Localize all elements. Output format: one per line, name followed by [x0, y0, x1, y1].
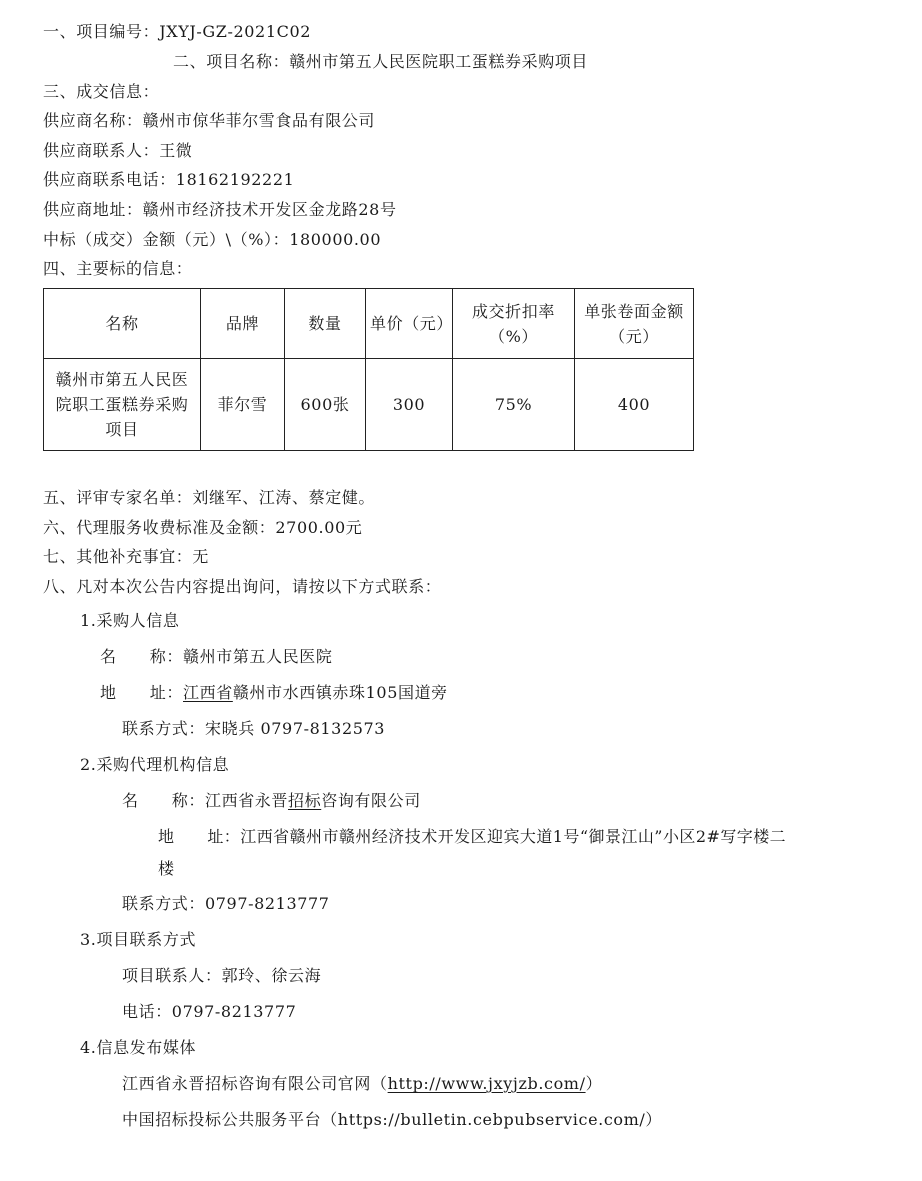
supplier-contact: 供应商联系人：王微 — [43, 141, 193, 160]
header-face-value: 单张卷面金额（元） — [575, 289, 694, 359]
cell-brand: 菲尔雪 — [201, 359, 285, 451]
table-header-row — [44, 289, 694, 359]
section-project-number: 一、项目编号：JXYJ-GZ-2021C02 — [43, 22, 312, 41]
media-site-1-link[interactable]: http://www.jxyjzb.com/ — [387, 1074, 586, 1093]
purchaser-name-value: 赣州市第五人民医院 — [183, 647, 333, 666]
purchaser-name — [100, 649, 332, 665]
header-brand: 品牌 — [201, 289, 285, 359]
supplier-name: 供应商名称：赣州市倞华菲尔雪食品有限公司 — [43, 111, 376, 130]
project-contact-person: 项目联系人：郭玲、徐云海 — [122, 966, 322, 985]
agency-name — [122, 793, 421, 809]
purchaser-address-link[interactable]: 江西省 — [183, 683, 233, 702]
agency-address-line-1: 地 址：江西省赣州市赣州经济技术开发区迎宾大道1号“御景江山”小区2#写字楼二 — [158, 827, 787, 846]
media-heading: 4.信息发布媒体 — [80, 1038, 197, 1057]
media-site-1 — [122, 1076, 602, 1092]
agency-name-link[interactable]: 招标 — [288, 791, 322, 810]
purchaser-address-label: 地 址： — [100, 683, 184, 702]
agency-heading: 2.采购代理机构信息 — [80, 755, 230, 774]
items-table — [43, 288, 694, 451]
purchaser-contact: 联系方式：宋晓兵 0797-8132573 — [122, 719, 386, 738]
agency-address-line-2: 楼 — [158, 859, 175, 878]
agency-name-rest: 咨询有限公司 — [321, 791, 421, 810]
header-name: 名称 — [44, 289, 201, 359]
section-inquiry: 八、凡对本次公告内容提出询问，请按以下方式联系： — [43, 577, 442, 596]
project-contact-heading: 3.项目联系方式 — [80, 930, 197, 949]
header-quantity: 数量 — [285, 289, 366, 359]
cell-discount-rate: 75% — [453, 359, 575, 451]
table-row — [44, 359, 694, 451]
header-unit-price: 单价（元） — [366, 289, 453, 359]
media-site-2: 中国招标投标公共服务平台（https://bulletin.cebpubservice.com/） — [122, 1110, 662, 1129]
purchaser-heading: 1.采购人信息 — [80, 611, 180, 630]
purchaser-address — [100, 685, 448, 701]
agency-contact: 联系方式：0797-8213777 — [122, 894, 330, 913]
cell-face-value: 400 — [575, 359, 694, 451]
section-main-items: 四、主要标的信息： — [43, 259, 193, 278]
section-experts: 五、评审专家名单：刘继军、江涛、蔡定健。 — [43, 488, 376, 507]
cell-unit-price: 300 — [366, 359, 453, 451]
section-deal-info: 三、成交信息： — [43, 82, 160, 101]
section-project-name: 二、项目名称：赣州市第五人民医院职工蛋糕券采购项目 — [173, 52, 589, 71]
agency-name-label: 名 称：江西省永晋 — [122, 791, 289, 810]
purchaser-name-label: 名 称： — [100, 647, 184, 666]
project-contact-phone: 电话：0797-8213777 — [122, 1002, 297, 1021]
header-discount-rate: 成交折扣率（%） — [453, 289, 575, 359]
cell-quantity: 600张 — [285, 359, 366, 451]
cell-name: 赣州市第五人民医院职工蛋糕券采购项目 — [44, 359, 201, 451]
supplier-address: 供应商地址：赣州市经济技术开发区金龙路28号 — [43, 200, 397, 219]
media-site-1-prefix: 江西省永晋招标咨询有限公司官网（ — [122, 1074, 388, 1093]
media-site-1-suffix: ） — [585, 1074, 603, 1093]
supplier-phone: 供应商联系电话：18162192221 — [43, 170, 295, 189]
section-agency-fee: 六、代理服务收费标准及金额：2700.00元 — [43, 518, 363, 537]
deal-amount: 中标（成交）金额（元）\（%）：180000.00 — [43, 230, 382, 249]
section-other-matters: 七、其他补充事宜：无 — [43, 547, 210, 566]
purchaser-address-rest: 赣州市水西镇赤珠105国道旁 — [232, 683, 448, 702]
